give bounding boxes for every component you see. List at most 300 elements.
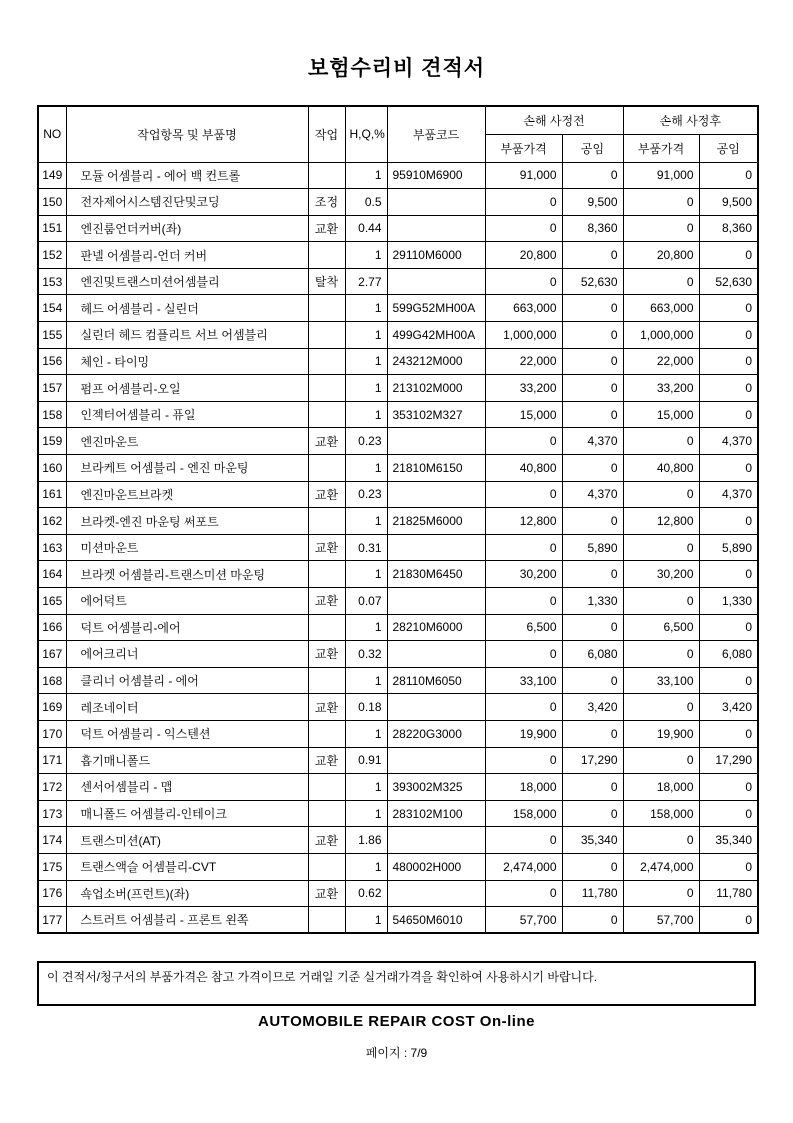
cell-labor-after: 11,780 [699, 880, 758, 907]
cell-item: 에어크리너 [66, 641, 308, 668]
header-part-price-after: 부품가격 [623, 134, 699, 162]
cell-item: 스트러트 어셈블리 - 프론트 왼쪽 [66, 907, 308, 934]
cell-no: 174 [38, 827, 66, 854]
cell-item: 클리너 어셈블리 - 에어 [66, 667, 308, 694]
footer-page-number: 페이지 : 7/9 [365, 1046, 428, 1060]
cell-no: 152 [38, 242, 66, 269]
table-row [38, 667, 758, 694]
cell-labor-before: 4,370 [562, 428, 623, 455]
cell-labor-before: 0 [562, 162, 623, 189]
cell-price-after: 158,000 [623, 800, 699, 827]
cell-labor-after: 0 [699, 375, 758, 402]
cell-part-code: 599G52MH00A [387, 295, 485, 322]
cell-labor-before: 4,370 [562, 481, 623, 508]
cell-item: 레조네이터 [66, 694, 308, 721]
cell-price-after: 0 [623, 694, 699, 721]
cell-labor-before: 6,080 [562, 641, 623, 668]
cell-hq: 0.31 [345, 534, 387, 561]
cell-item: 체인 - 타이밍 [66, 348, 308, 375]
cell-hq: 1 [345, 242, 387, 269]
cell-work [308, 774, 345, 801]
header-labor-before: 공임 [562, 134, 623, 162]
cell-item: 트랜스미션(AT) [66, 827, 308, 854]
cell-hq: 0.62 [345, 880, 387, 907]
cell-work [308, 853, 345, 880]
cell-work [308, 348, 345, 375]
cell-labor-after: 4,370 [699, 481, 758, 508]
cell-work: 교환 [308, 534, 345, 561]
cell-price-after: 19,900 [623, 720, 699, 747]
cell-work [308, 614, 345, 641]
cell-work [308, 322, 345, 349]
table-row [38, 720, 758, 747]
cell-price-after: 0 [623, 215, 699, 242]
table-row [38, 614, 758, 641]
cell-no: 159 [38, 428, 66, 455]
cell-labor-before: 0 [562, 322, 623, 349]
cell-price-after: 0 [623, 880, 699, 907]
cell-item: 흡기매니폴드 [66, 747, 308, 774]
cell-no: 175 [38, 853, 66, 880]
cell-price-before: 22,000 [485, 348, 562, 375]
cell-work [308, 667, 345, 694]
cell-item: 쇽업소버(프런트)(좌) [66, 880, 308, 907]
header-group-after: 손해 사정후 [623, 106, 758, 134]
table-row [38, 747, 758, 774]
cell-price-before: 91,000 [485, 162, 562, 189]
cell-hq: 0.18 [345, 694, 387, 721]
cell-price-before: 0 [485, 215, 562, 242]
note-box [37, 961, 756, 1006]
estimate-table-body [38, 162, 758, 933]
cell-item: 브라켓 어셈블리-트랜스미션 마운팅 [66, 561, 308, 588]
cell-price-before: 0 [485, 481, 562, 508]
cell-price-before: 0 [485, 428, 562, 455]
cell-hq: 1.86 [345, 827, 387, 854]
cell-labor-after: 0 [699, 322, 758, 349]
table-row [38, 268, 758, 295]
cell-labor-after: 0 [699, 561, 758, 588]
header-item: 작업항목 및 부품명 [66, 106, 308, 162]
header-work: 작업 [308, 106, 345, 162]
cell-item: 브라케트 어셈블리 - 엔진 마운팅 [66, 455, 308, 482]
cell-hq: 0.32 [345, 641, 387, 668]
cell-part-code [387, 747, 485, 774]
cell-work: 교환 [308, 694, 345, 721]
cell-labor-before: 0 [562, 561, 623, 588]
table-row [38, 189, 758, 216]
cell-item: 헤드 어셈블리 - 실린더 [66, 295, 308, 322]
cell-part-code: 28220G3000 [387, 720, 485, 747]
cell-price-before: 0 [485, 641, 562, 668]
cell-labor-after: 0 [699, 774, 758, 801]
cell-hq: 1 [345, 907, 387, 934]
cell-item: 엔진마운트브라켓 [66, 481, 308, 508]
cell-price-before: 18,000 [485, 774, 562, 801]
cell-price-after: 6,500 [623, 614, 699, 641]
cell-price-after: 0 [623, 268, 699, 295]
cell-labor-after: 6,080 [699, 641, 758, 668]
cell-no: 149 [38, 162, 66, 189]
cell-labor-after: 0 [699, 853, 758, 880]
cell-labor-before: 0 [562, 401, 623, 428]
cell-price-before: 0 [485, 189, 562, 216]
cell-labor-after: 0 [699, 401, 758, 428]
cell-item: 브라켓-엔진 마운팅 써포트 [66, 508, 308, 535]
cell-work: 교환 [308, 747, 345, 774]
table-row [38, 774, 758, 801]
cell-part-code: 393002M325 [387, 774, 485, 801]
cell-labor-after: 0 [699, 800, 758, 827]
cell-no: 155 [38, 322, 66, 349]
table-row [38, 215, 758, 242]
cell-price-before: 12,800 [485, 508, 562, 535]
cell-hq: 1 [345, 800, 387, 827]
cell-labor-before: 3,420 [562, 694, 623, 721]
cell-no: 170 [38, 720, 66, 747]
cell-price-after: 91,000 [623, 162, 699, 189]
cell-work [308, 401, 345, 428]
cell-hq: 2.77 [345, 268, 387, 295]
cell-hq: 1 [345, 614, 387, 641]
cell-price-after: 33,100 [623, 667, 699, 694]
table-row [38, 534, 758, 561]
cell-part-code [387, 268, 485, 295]
cell-item: 덕트 어셈블리 - 익스텐션 [66, 720, 308, 747]
cell-hq: 1 [345, 162, 387, 189]
cell-work: 교환 [308, 588, 345, 615]
table-header [38, 106, 758, 162]
cell-no: 150 [38, 189, 66, 216]
cell-price-before: 30,200 [485, 561, 562, 588]
cell-work [308, 561, 345, 588]
cell-part-code: 21810M6150 [387, 455, 485, 482]
cell-work: 교환 [308, 481, 345, 508]
cell-work: 교환 [308, 428, 345, 455]
cell-labor-before: 9,500 [562, 189, 623, 216]
cell-work: 교환 [308, 827, 345, 854]
cell-price-after: 0 [623, 189, 699, 216]
cell-part-code [387, 428, 485, 455]
cell-hq: 1 [345, 853, 387, 880]
cell-labor-before: 17,290 [562, 747, 623, 774]
estimate-table [37, 105, 759, 934]
cell-item: 전자제어시스템진단및코딩 [66, 189, 308, 216]
cell-no: 172 [38, 774, 66, 801]
cell-price-before: 2,474,000 [485, 853, 562, 880]
cell-item: 에어덕트 [66, 588, 308, 615]
cell-price-before: 33,200 [485, 375, 562, 402]
table-row [38, 481, 758, 508]
cell-labor-before: 0 [562, 242, 623, 269]
table-row [38, 827, 758, 854]
cell-part-code [387, 481, 485, 508]
cell-work [308, 800, 345, 827]
cell-labor-after: 0 [699, 348, 758, 375]
header-part-price-before: 부품가격 [485, 134, 562, 162]
header-hq: H,Q,% [345, 106, 387, 162]
table-row [38, 508, 758, 535]
cell-price-before: 1,000,000 [485, 322, 562, 349]
cell-price-before: 158,000 [485, 800, 562, 827]
page-title: 보험수리비 견적서 [307, 57, 486, 80]
cell-price-before: 6,500 [485, 614, 562, 641]
cell-no: 163 [38, 534, 66, 561]
cell-hq: 1 [345, 508, 387, 535]
cell-labor-before: 0 [562, 295, 623, 322]
cell-part-code [387, 880, 485, 907]
cell-price-before: 0 [485, 827, 562, 854]
cell-labor-after: 0 [699, 720, 758, 747]
cell-labor-after: 0 [699, 907, 758, 934]
cell-hq: 1 [345, 322, 387, 349]
note-text: 이 견적서/청구서의 부품가격은 참고 가격이므로 거래일 기준 실거래가격을 확인하여 사용하시기 바랍니다. [47, 970, 598, 984]
cell-price-before: 15,000 [485, 401, 562, 428]
cell-item: 인젝터어셈블리 - 퓨일 [66, 401, 308, 428]
cell-labor-after: 5,890 [699, 534, 758, 561]
cell-no: 167 [38, 641, 66, 668]
cell-price-before: 40,800 [485, 455, 562, 482]
cell-price-after: 22,000 [623, 348, 699, 375]
cell-price-before: 0 [485, 534, 562, 561]
cell-labor-before: 35,340 [562, 827, 623, 854]
cell-price-after: 57,700 [623, 907, 699, 934]
cell-item: 엔진룸언더커버(좌) [66, 215, 308, 242]
cell-price-after: 20,800 [623, 242, 699, 269]
cell-price-after: 1,000,000 [623, 322, 699, 349]
cell-labor-after: 35,340 [699, 827, 758, 854]
cell-no: 164 [38, 561, 66, 588]
table-row [38, 694, 758, 721]
cell-hq: 0.07 [345, 588, 387, 615]
cell-no: 154 [38, 295, 66, 322]
cell-no: 153 [38, 268, 66, 295]
table-row [38, 322, 758, 349]
cell-price-before: 0 [485, 694, 562, 721]
table-row [38, 375, 758, 402]
cell-no: 156 [38, 348, 66, 375]
cell-price-after: 2,474,000 [623, 853, 699, 880]
table-row [38, 162, 758, 189]
cell-price-before: 0 [485, 747, 562, 774]
cell-hq: 1 [345, 774, 387, 801]
cell-part-code: 54650M6010 [387, 907, 485, 934]
cell-item: 매니폴드 어셈블리-인테이크 [66, 800, 308, 827]
table-row [38, 401, 758, 428]
cell-price-after: 0 [623, 534, 699, 561]
cell-item: 판넬 어셈블리-언더 커버 [66, 242, 308, 269]
cell-labor-before: 0 [562, 348, 623, 375]
cell-labor-before: 0 [562, 800, 623, 827]
cell-part-code: 29110M6000 [387, 242, 485, 269]
table-row [38, 641, 758, 668]
cell-price-after: 15,000 [623, 401, 699, 428]
cell-part-code: 95910M6900 [387, 162, 485, 189]
cell-price-before: 19,900 [485, 720, 562, 747]
cell-hq: 1 [345, 455, 387, 482]
cell-no: 165 [38, 588, 66, 615]
cell-item: 엔진마운트 [66, 428, 308, 455]
cell-price-after: 0 [623, 588, 699, 615]
cell-part-code: 499G42MH00A [387, 322, 485, 349]
cell-hq: 0.23 [345, 428, 387, 455]
table-row [38, 455, 758, 482]
cell-price-before: 0 [485, 588, 562, 615]
cell-no: 160 [38, 455, 66, 482]
cell-labor-after: 9,500 [699, 189, 758, 216]
cell-part-code: 480002H000 [387, 853, 485, 880]
cell-hq: 1 [345, 375, 387, 402]
cell-work [308, 295, 345, 322]
cell-price-before: 0 [485, 880, 562, 907]
cell-labor-after: 0 [699, 614, 758, 641]
cell-no: 169 [38, 694, 66, 721]
cell-item: 센서어셈블리 - 맵 [66, 774, 308, 801]
cell-part-code [387, 641, 485, 668]
cell-price-after: 18,000 [623, 774, 699, 801]
cell-part-code [387, 588, 485, 615]
cell-no: 158 [38, 401, 66, 428]
table-row [38, 242, 758, 269]
cell-no: 171 [38, 747, 66, 774]
cell-work [308, 720, 345, 747]
cell-price-after: 0 [623, 827, 699, 854]
cell-hq: 1 [345, 667, 387, 694]
cell-labor-before: 8,360 [562, 215, 623, 242]
cell-price-before: 20,800 [485, 242, 562, 269]
cell-hq: 0.5 [345, 189, 387, 216]
cell-price-before: 33,100 [485, 667, 562, 694]
cell-work: 교환 [308, 215, 345, 242]
header-no: NO [38, 106, 66, 162]
cell-part-code [387, 534, 485, 561]
table-row [38, 561, 758, 588]
cell-no: 173 [38, 800, 66, 827]
cell-price-after: 0 [623, 481, 699, 508]
cell-part-code: 213102M000 [387, 375, 485, 402]
header-row-1 [38, 106, 758, 134]
cell-part-code: 21825M6000 [387, 508, 485, 535]
cell-item: 트랜스액슬 어셈블리-CVT [66, 853, 308, 880]
cell-no: 168 [38, 667, 66, 694]
table-row [38, 800, 758, 827]
cell-price-after: 663,000 [623, 295, 699, 322]
cell-part-code [387, 694, 485, 721]
cell-item: 모듈 어셈블리 - 에어 백 컨트롤 [66, 162, 308, 189]
cell-part-code [387, 189, 485, 216]
table-row [38, 907, 758, 934]
cell-part-code [387, 827, 485, 854]
cell-labor-after: 52,630 [699, 268, 758, 295]
cell-no: 157 [38, 375, 66, 402]
table-row [38, 588, 758, 615]
cell-labor-before: 0 [562, 853, 623, 880]
table-row [38, 428, 758, 455]
cell-work: 조정 [308, 189, 345, 216]
cell-work: 탈착 [308, 268, 345, 295]
cell-labor-before: 52,630 [562, 268, 623, 295]
cell-hq: 1 [345, 561, 387, 588]
cell-item: 펌프 어셈블리-오일 [66, 375, 308, 402]
cell-no: 161 [38, 481, 66, 508]
cell-labor-before: 5,890 [562, 534, 623, 561]
cell-no: 162 [38, 508, 66, 535]
cell-part-code: 28110M6050 [387, 667, 485, 694]
cell-hq: 1 [345, 401, 387, 428]
cell-hq: 1 [345, 348, 387, 375]
cell-labor-before: 0 [562, 667, 623, 694]
table-row [38, 853, 758, 880]
cell-labor-before: 0 [562, 614, 623, 641]
cell-item: 실린더 헤드 컴플리트 서브 어셈블리 [66, 322, 308, 349]
cell-labor-before: 0 [562, 907, 623, 934]
cell-hq: 0.44 [345, 215, 387, 242]
cell-labor-before: 1,330 [562, 588, 623, 615]
cell-price-after: 40,800 [623, 455, 699, 482]
cell-labor-after: 0 [699, 455, 758, 482]
cell-work [308, 508, 345, 535]
cell-work [308, 907, 345, 934]
cell-no: 177 [38, 907, 66, 934]
cell-item: 덕트 어셈블리-에어 [66, 614, 308, 641]
table-row [38, 348, 758, 375]
cell-part-code: 28210M6000 [387, 614, 485, 641]
header-group-before: 손해 사정전 [485, 106, 623, 134]
footer-brand: AUTOMOBILE REPAIR COST On-line [258, 1013, 535, 1030]
cell-price-after: 33,200 [623, 375, 699, 402]
header-labor-after: 공임 [699, 134, 758, 162]
cell-labor-after: 0 [699, 667, 758, 694]
cell-price-before: 57,700 [485, 907, 562, 934]
cell-price-before: 0 [485, 268, 562, 295]
cell-work [308, 375, 345, 402]
cell-item: 엔진및트랜스미션어셈블리 [66, 268, 308, 295]
cell-hq: 1 [345, 720, 387, 747]
cell-price-after: 30,200 [623, 561, 699, 588]
cell-price-before: 663,000 [485, 295, 562, 322]
cell-labor-after: 3,420 [699, 694, 758, 721]
cell-part-code: 243212M000 [387, 348, 485, 375]
cell-labor-after: 1,330 [699, 588, 758, 615]
cell-no: 176 [38, 880, 66, 907]
cell-no: 151 [38, 215, 66, 242]
cell-item: 미션마운트 [66, 534, 308, 561]
cell-price-after: 0 [623, 747, 699, 774]
cell-labor-after: 17,290 [699, 747, 758, 774]
cell-labor-after: 0 [699, 295, 758, 322]
cell-labor-before: 0 [562, 720, 623, 747]
cell-labor-before: 0 [562, 774, 623, 801]
cell-part-code [387, 215, 485, 242]
cell-labor-before: 11,780 [562, 880, 623, 907]
cell-part-code: 283102M100 [387, 800, 485, 827]
cell-price-after: 12,800 [623, 508, 699, 535]
cell-work [308, 455, 345, 482]
cell-no: 166 [38, 614, 66, 641]
cell-labor-after: 8,360 [699, 215, 758, 242]
cell-hq: 0.23 [345, 481, 387, 508]
cell-hq: 1 [345, 295, 387, 322]
cell-work [308, 242, 345, 269]
cell-labor-after: 4,370 [699, 428, 758, 455]
cell-labor-before: 0 [562, 508, 623, 535]
cell-labor-after: 0 [699, 162, 758, 189]
table-row [38, 880, 758, 907]
cell-part-code: 21830M6450 [387, 561, 485, 588]
cell-work: 교환 [308, 880, 345, 907]
cell-hq: 0.91 [345, 747, 387, 774]
cell-price-after: 0 [623, 641, 699, 668]
